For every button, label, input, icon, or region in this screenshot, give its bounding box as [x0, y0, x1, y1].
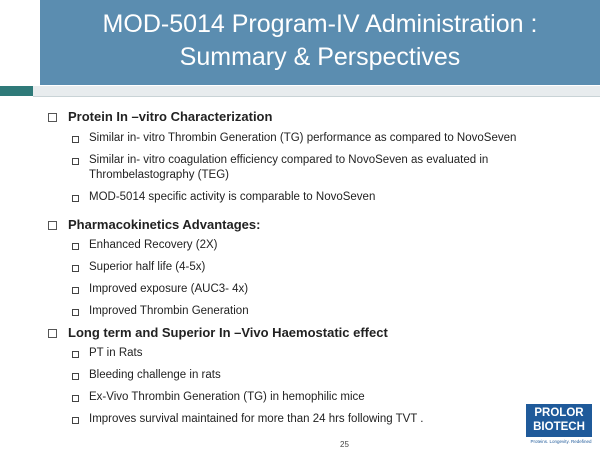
- bullet-icon: [72, 373, 79, 380]
- section-bullet-icon: [48, 221, 57, 230]
- bullet-icon: [72, 395, 79, 402]
- section-heading: Protein In –vitro Characterization: [68, 109, 273, 124]
- logo-line2: BIOTECH: [533, 421, 585, 433]
- logo-line1: PROLOR: [534, 407, 584, 419]
- list-item: MOD-5014 specific activity is comparable to NovoSeven: [89, 191, 376, 203]
- bullet-icon: [72, 195, 79, 202]
- list-item: Ex-Vivo Thrombin Generation (TG) in hemophilic mice: [89, 391, 365, 403]
- bullet-icon: [72, 417, 79, 424]
- list-item: Enhanced Recovery (2X): [89, 239, 218, 251]
- slide-title-line1: MOD-5014 Program-IV Administration :: [102, 10, 538, 38]
- page-number: 25: [340, 440, 349, 449]
- list-item: Bleeding challenge in rats: [89, 369, 221, 381]
- logo-tagline: Proteins. Longevity. Redefined: [530, 439, 592, 444]
- bullet-icon: [72, 309, 79, 316]
- list-item: Improves survival maintained for more than 24 hrs following TVT .: [89, 413, 424, 425]
- bullet-icon: [72, 351, 79, 358]
- accent-strip: [0, 86, 600, 96]
- accent-teal-block: [0, 86, 33, 96]
- list-item: Improved Thrombin Generation: [89, 305, 249, 317]
- bullet-icon: [72, 158, 79, 165]
- bullet-icon: [72, 243, 79, 250]
- section-bullet-icon: [48, 113, 57, 122]
- list-item: Superior half life (4-5x): [89, 261, 206, 273]
- bullet-icon: [72, 265, 79, 272]
- divider: [33, 96, 600, 97]
- list-item: Similar in- vitro Thrombin Generation (TG) performance as compared to NovoSeven: [89, 132, 517, 144]
- slide-title-line2: Summary & Perspectives: [179, 43, 461, 71]
- list-item: Similar in- vitro coagulation efficiency compared to NovoSeven as evaluated in Thrombelastography (TEG): [89, 154, 489, 181]
- bullet-icon: [72, 136, 79, 143]
- slide-title: [40, 8, 600, 74]
- logo-box: [526, 404, 592, 437]
- section-heading: Pharmacokinetics Advantages:: [68, 217, 261, 232]
- bullet-icon: [72, 287, 79, 294]
- section-bullet-icon: [48, 329, 57, 338]
- list-item: PT in Rats: [89, 347, 143, 359]
- company-logo: [526, 404, 594, 450]
- list-item: Improved exposure (AUC3- 4x): [89, 283, 249, 295]
- section-heading: Long term and Superior In –Vivo Haemostatic effect: [68, 325, 388, 340]
